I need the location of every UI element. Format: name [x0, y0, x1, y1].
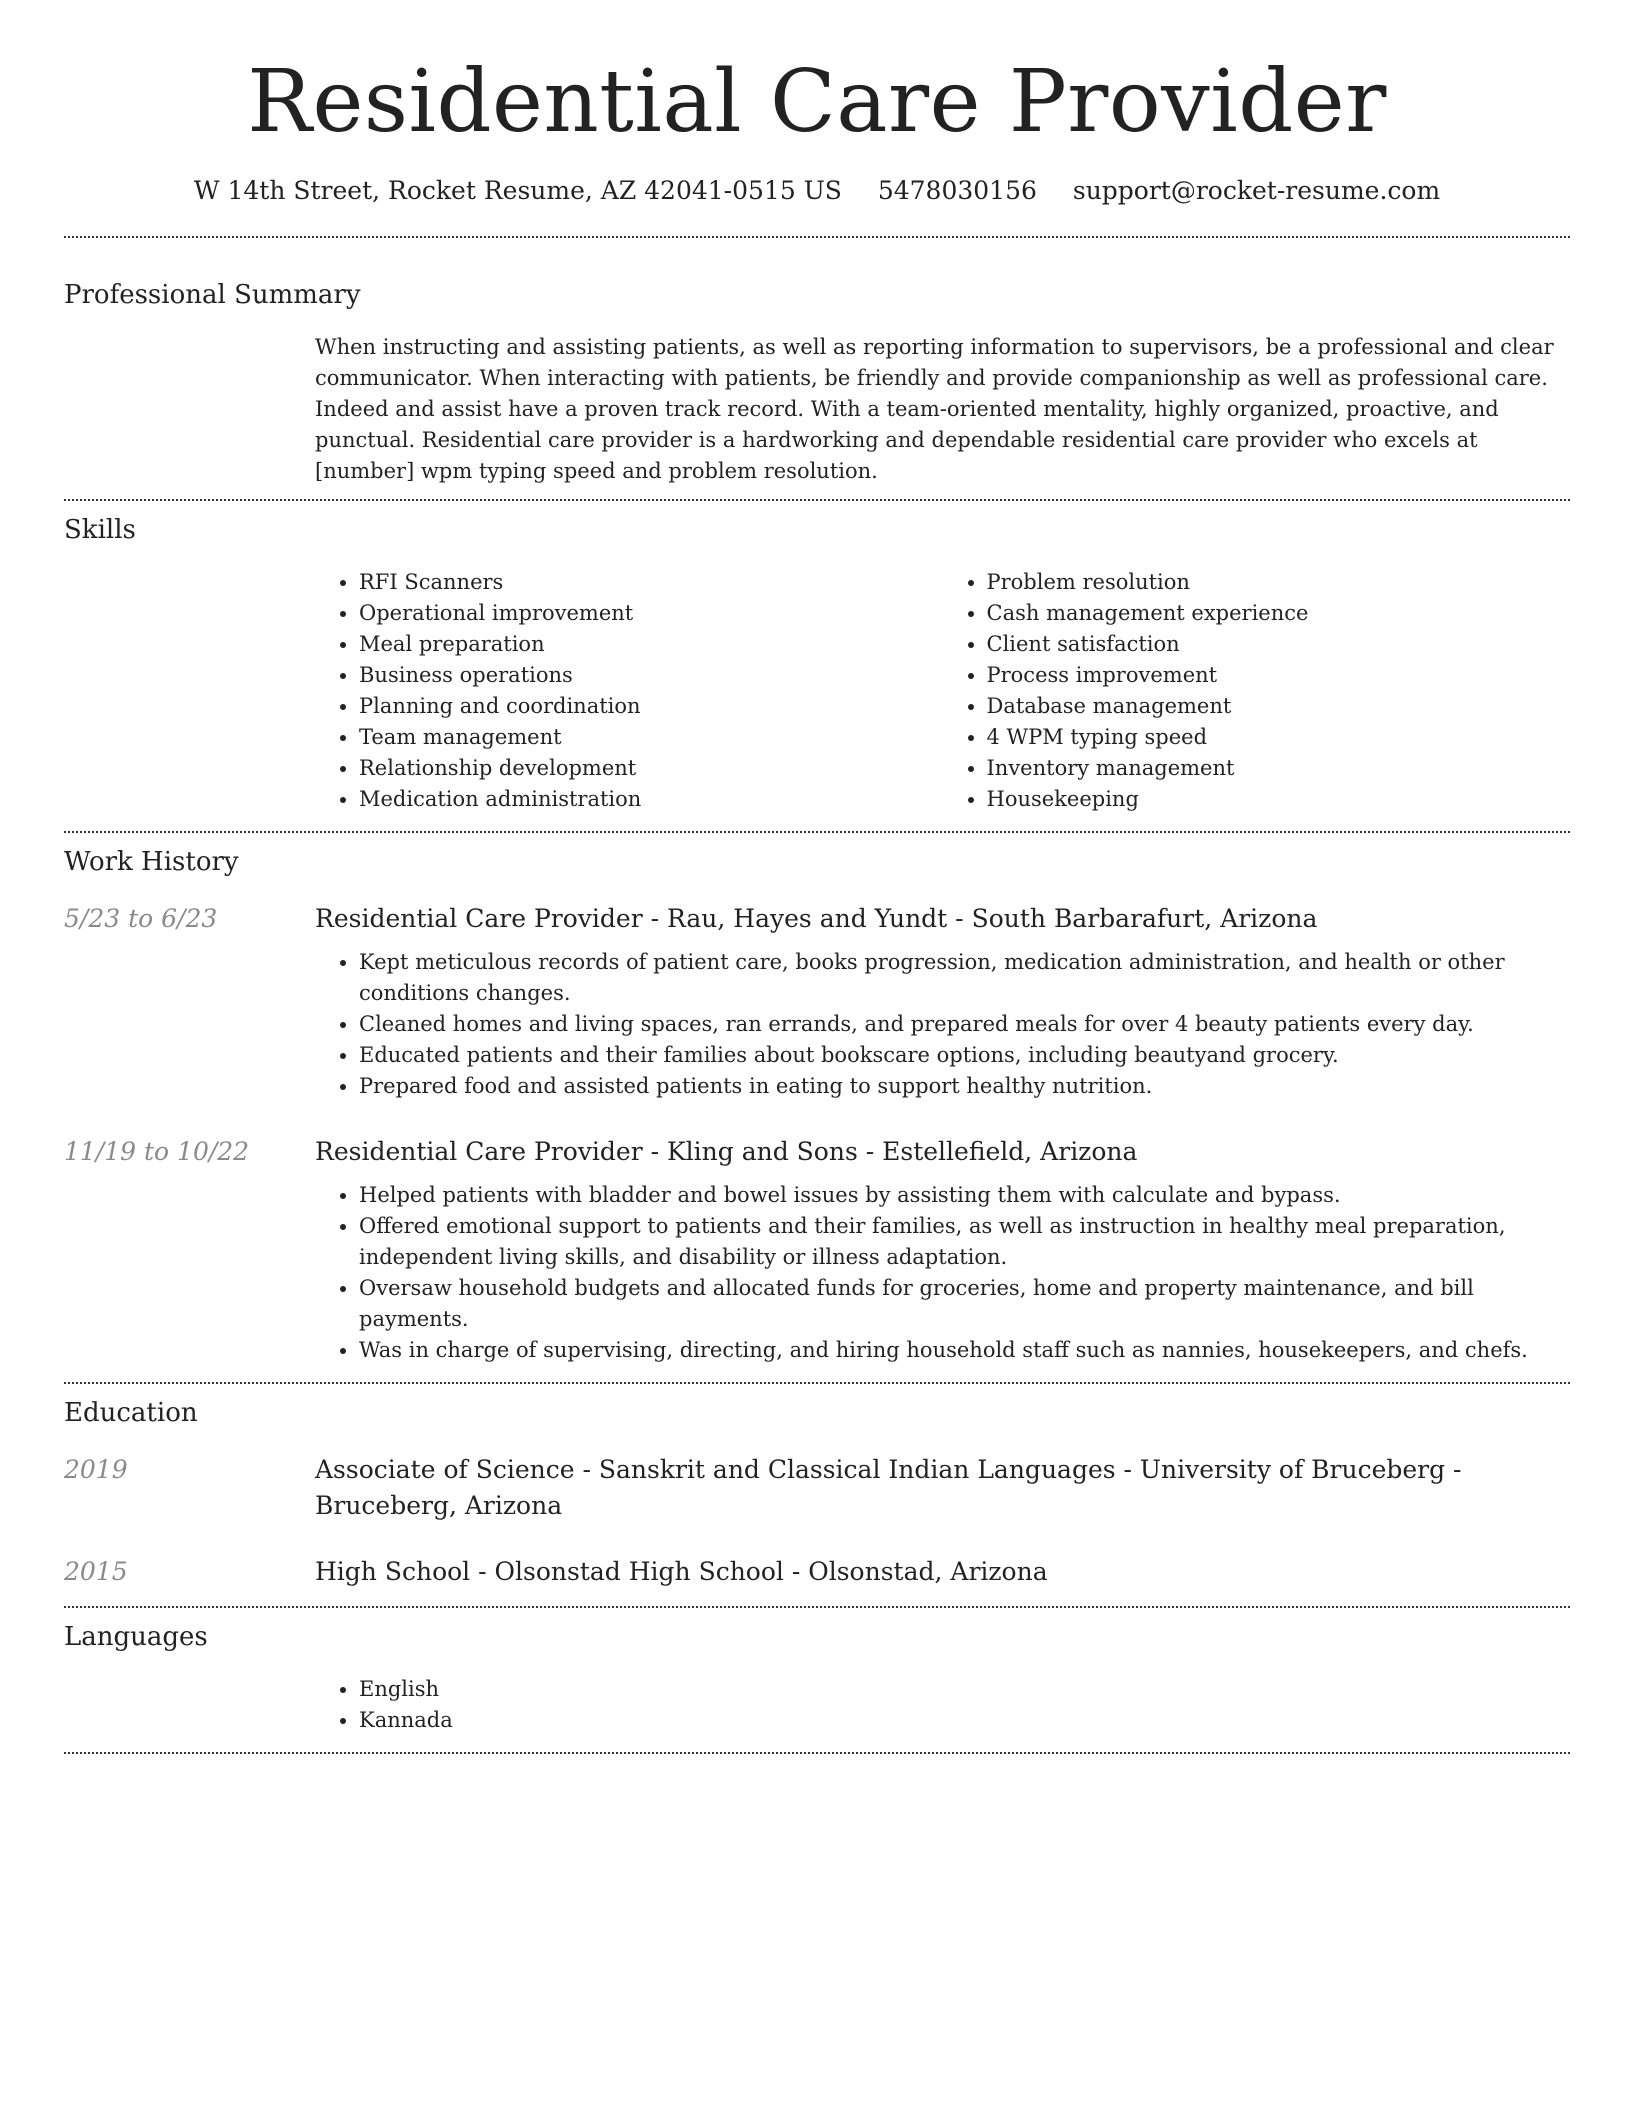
skill-item: • Planning and coordination — [359, 691, 943, 722]
skill-item: • Meal preparation — [359, 629, 943, 660]
job-bullet: • Educated patients and their families about bookscare options, including beautyand grocery. — [359, 1040, 1570, 1071]
education-year: 2015 — [64, 1557, 128, 1586]
skill-item: • Database management — [987, 691, 1571, 722]
skill-item: • Process improvement — [987, 660, 1571, 691]
job-bullet: • Cleaned homes and living spaces, ran errands, and prepared meals for over 4 beauty patients every day. — [359, 1009, 1570, 1040]
divider — [64, 831, 1570, 833]
section-title-languages: Languages — [64, 1622, 208, 1652]
job-bullet: • Was in charge of supervising, directing, and hiring household staff such as nannies, housekeepers, and chefs. — [359, 1335, 1570, 1366]
skills-list-right — [943, 567, 1571, 815]
resume-page — [64, 0, 1570, 1754]
skill-item: • Operational improvement — [359, 598, 943, 629]
summary-section — [64, 278, 1570, 487]
contact-phone: 5478030156 — [877, 176, 1037, 205]
skills-list-left — [315, 567, 943, 815]
job-bullet: • Offered emotional support to patients and their families, as well as instruction in healthy meal preparation, independent living skills, and disability or illness adaptation. — [359, 1211, 1570, 1273]
skill-item: • Client satisfaction — [987, 629, 1571, 660]
job-bullets — [315, 947, 1570, 1102]
divider — [64, 499, 1570, 501]
skill-item: • RFI Scanners — [359, 567, 943, 598]
skill-item: • 4 WPM typing speed — [987, 722, 1571, 753]
job-bullet: • Kept meticulous records of patient care, books progression, medication administration, and health or other conditions changes. — [359, 947, 1570, 1009]
skill-item: • Problem resolution — [987, 567, 1571, 598]
job-bullet: • Prepared food and assisted patients in eating to support healthy nutrition. — [359, 1071, 1570, 1102]
section-title-summary: Professional Summary — [64, 280, 361, 310]
summary-text: When instructing and assisting patients, as well as reporting information to supervisors, be a professional and clear communicator. When interacting with patients, be friendly and provide companionship as well as professional care. Indeed and assist have a proven track record. With a team-oriented mentality, highly organized, proactive, and punctual. Residential care provider is a hardworking and dependable residential care provider who excels at [number] wpm typing speed and problem resolution. — [315, 335, 1554, 483]
language-item: • English — [359, 1674, 1570, 1705]
contact-email: support@rocket-resume.com — [1072, 176, 1441, 205]
work-history-section — [64, 845, 1570, 1366]
divider — [64, 1752, 1570, 1754]
job-dates: 5/23 to 6/23 — [64, 904, 218, 933]
skill-item: • Inventory management — [987, 753, 1571, 784]
job-bullet: • Helped patients with bladder and bowel issues by assisting them with calculate and bypass. — [359, 1180, 1570, 1211]
skill-item: • Team management — [359, 722, 943, 753]
divider — [64, 236, 1570, 238]
education-entry — [64, 1452, 1570, 1524]
skill-item: • Relationship development — [359, 753, 943, 784]
job-title: Residential Care Provider - Kling and Sons - Estellefield, Arizona — [315, 1137, 1138, 1166]
education-entry — [64, 1554, 1570, 1590]
job-bullet: • Oversaw household budgets and allocated funds for groceries, home and property maintenance, and bill payments. — [359, 1273, 1570, 1335]
languages-list — [315, 1674, 1570, 1736]
skill-item: • Medication administration — [359, 784, 943, 815]
contact-address: W 14th Street, Rocket Resume, AZ 42041-0515 US — [193, 176, 842, 205]
job-entry — [64, 1134, 1570, 1366]
candidate-name: Residential Care Provider — [247, 52, 1387, 152]
education-section — [64, 1396, 1570, 1590]
education-year: 2019 — [64, 1455, 128, 1484]
divider — [64, 1606, 1570, 1608]
section-title-skills: Skills — [64, 515, 136, 545]
job-bullets — [315, 1180, 1570, 1366]
language-item: • Kannada — [359, 1705, 1570, 1736]
job-entry — [64, 901, 1570, 1102]
job-title: Residential Care Provider - Rau, Hayes and Yundt - South Barbarafurt, Arizona — [315, 904, 1318, 933]
languages-section — [64, 1620, 1570, 1736]
skill-item: • Business operations — [359, 660, 943, 691]
section-title-education: Education — [64, 1398, 198, 1428]
divider — [64, 1382, 1570, 1384]
job-dates: 11/19 to 10/22 — [64, 1137, 250, 1166]
contact-line — [64, 174, 1570, 208]
education-detail: High School - Olsonstad High School - Olsonstad, Arizona — [315, 1557, 1048, 1586]
education-detail: Associate of Science - Sanskrit and Classical Indian Languages - University of Bruceberg - Bruceberg, Arizona — [315, 1455, 1462, 1520]
skill-item: • Housekeeping — [987, 784, 1571, 815]
skill-item: • Cash management experience — [987, 598, 1571, 629]
section-title-work: Work History — [64, 847, 239, 877]
skills-section — [64, 513, 1570, 815]
